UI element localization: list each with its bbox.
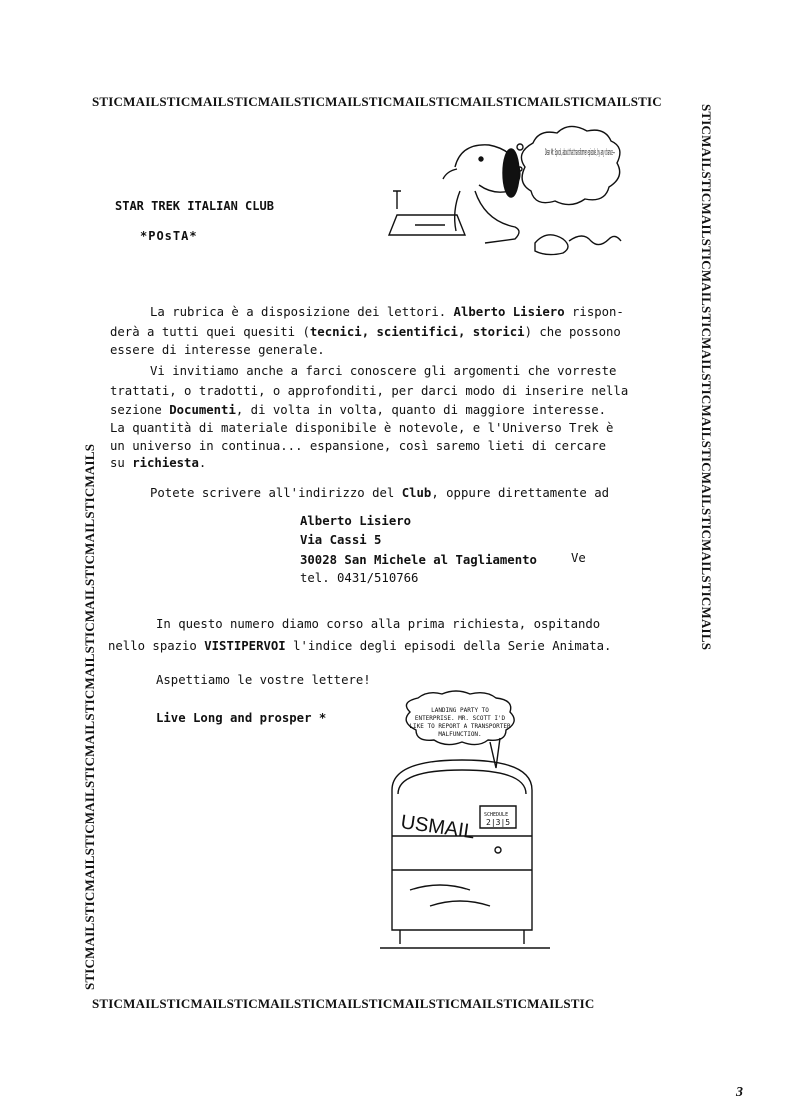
- mailbox-label: USMAIL: [399, 811, 477, 844]
- p1-c: rispon-: [564, 305, 624, 319]
- mailbox-plate-top: SCHEDULE: [484, 812, 509, 818]
- paragraph-1-line-2: [110, 322, 621, 342]
- paragraph-2-line-6: [110, 453, 206, 473]
- p2l3-b: Documenti: [169, 403, 236, 417]
- p1-a: La rubrica è a disposizione dei lettori.: [150, 305, 454, 319]
- club-title: STAR TREK ITALIAN CLUB: [115, 199, 274, 213]
- border-left: [82, 104, 98, 990]
- p3-b: Club: [401, 486, 432, 500]
- page-number: 3: [736, 1085, 743, 1100]
- address-name: Alberto Lisiero: [300, 514, 412, 528]
- address-phone: tel. 0431/510766: [300, 571, 419, 585]
- address-city: 30028 San Michele al Tagliamento: [300, 553, 537, 567]
- section-title: *POsTA*: [140, 229, 198, 243]
- border-top-text: STICMAILSTICMAILSTICMAILSTICMAILSTICMAILSTICMAILSTICMAILSTICMAILSTIC: [92, 94, 662, 109]
- paragraph-2-line-3: [110, 400, 606, 420]
- paragraph-2-line-5: un universo in continua... espansione, così saremo lieti di cercare: [110, 439, 607, 453]
- border-bottom-text: STICMAILSTICMAILSTICMAILSTICMAILSTICMAILSTICMAILSTICMAILSTIC: [92, 996, 595, 1011]
- paragraph-4-line-1: In questo numero diamo corso alla prima richiesta, ospitando: [156, 617, 601, 631]
- address-province: Ve: [571, 551, 586, 565]
- p2l6-c: .: [198, 456, 207, 470]
- mailbox-plate-bottom: 2|3|5: [486, 818, 511, 827]
- p1-b: Alberto Lisiero: [453, 305, 565, 319]
- mailbox-bubble-line-1: LANDING PARTY TO: [431, 707, 489, 714]
- mailbox-illustration: [360, 690, 560, 960]
- mailbox-bubble-line-4: MALFUNCTION.: [438, 731, 482, 738]
- border-right: [698, 104, 714, 990]
- p4l2-a: nello spazio: [108, 639, 205, 653]
- p4l2-c: l'indice degli episodi della Serie Animata.: [285, 639, 612, 653]
- paragraph-1-line-3: essere di interesse generale.: [110, 343, 325, 357]
- paragraph-3: [150, 483, 609, 503]
- paragraph-2-line-1: Vi invitiamo anche a farci conoscere gli argomenti che vorreste: [150, 364, 617, 378]
- p2l6-b: richiesta: [132, 456, 199, 470]
- p2l6-a: su: [110, 456, 133, 470]
- p3-a: Potete scrivere all'indirizzo del: [150, 486, 402, 500]
- snoopy-bubble-text: Dear Mr. Spock, about that transformer episode, by any chance—: [545, 148, 615, 158]
- address-street: Via Cassi 5: [300, 533, 382, 547]
- snoopy-illustration: [385, 125, 645, 265]
- p4l2-b: VISTIPERVOI: [204, 639, 286, 653]
- border-left-text: STICMAILSTICMAILSTICMAILSTICMAILSTICMAILSTICMAILSTICMAILSTICMAILS: [82, 443, 97, 990]
- closing-wait: Aspettiamo le vostre lettere!: [156, 673, 371, 687]
- paragraph-2-line-4: La quantità di materiale disponibile è notevole, e l'Universo Trek è: [110, 421, 614, 435]
- closing-signoff: Live Long and prosper *: [156, 711, 327, 725]
- paragraph-4-line-2: [108, 636, 611, 656]
- p1l2-a: derà a tutti quei quesiti (: [110, 325, 310, 339]
- paragraph-1-line-1: [150, 302, 624, 322]
- p1l2-b: tecnici, scientifici, storici: [309, 325, 525, 339]
- mailbox-bubble-line-3: LIKE TO REPORT A TRANSPORTER: [409, 723, 511, 730]
- p1l2-c: ) che possono: [524, 325, 621, 339]
- p2l3-c: , di volta in volta, quanto di maggiore interesse.: [235, 403, 607, 417]
- paragraph-2-line-2: trattati, o tradotti, o approfonditi, per darci modo di inserire nella: [110, 384, 629, 398]
- p2l3-a: sezione: [110, 403, 170, 417]
- mailbox-bubble-line-2: ENTERPRISE. MR. SCOTT I'D: [414, 715, 506, 722]
- p3-c: , oppure direttamente ad: [431, 486, 610, 500]
- border-right-text: STICMAILSTICMAILSTICMAILSTICMAILSTICMAILSTICMAILSTICMAILSTICMAILS: [699, 104, 714, 651]
